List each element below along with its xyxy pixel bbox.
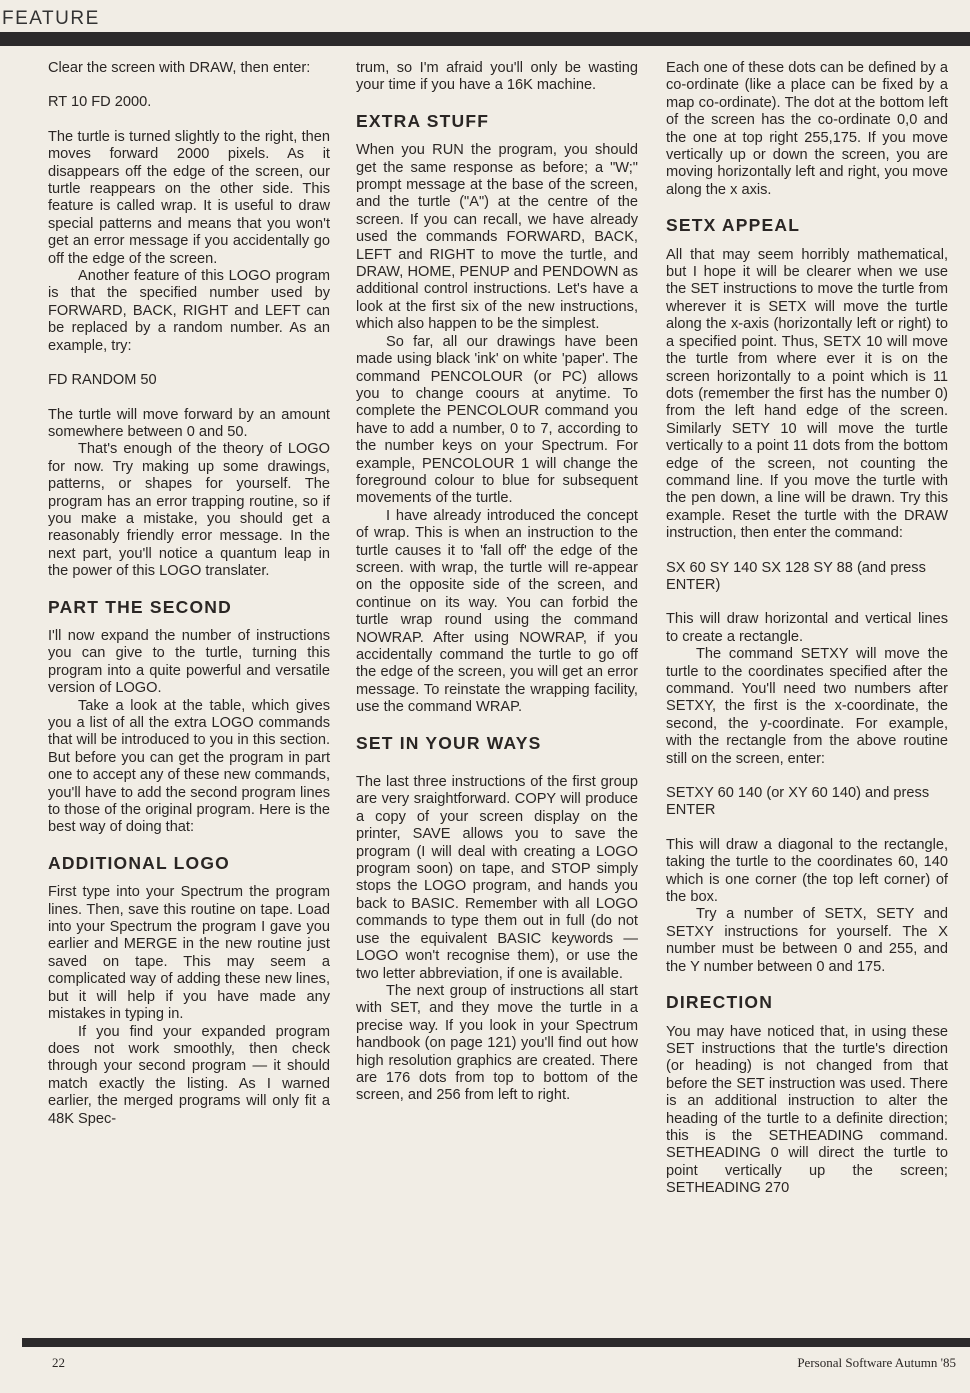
paragraph: The turtle will move forward by an amount somewhere between 0 and 50. <box>48 406 330 440</box>
paragraph: The next group of instructions all start with SET, and they move the turtle in a precise way. If you look in your Spectrum handbook (on page 121) you'll find out how high resolution graphics are created. There are 176 dots from top to bottom of the screen, and 256 from left to right. <box>356 982 638 1104</box>
header-rule <box>34 32 970 46</box>
publication-credit: Personal Software Autumn '85 <box>797 1355 956 1370</box>
paragraph: I'll now expand the number of instructions you can give to the turtle, turning this program into a quite powerful and versatile version of LOGO. <box>48 627 330 697</box>
paragraph: Each one of these dots can be defined by a co-ordinate (like a place can be fixed by a map co-ordinate). The dot at the bottom left of the screen has the co-ordinate 0,0 and the one at top right 255,175. If you move vertically up or down the screen, you are moving horizontally left and right, you move along the x axis. <box>666 60 948 198</box>
paragraph: Try a number of SETX, SETY and SETXY instructions for yourself. The X number must be between 0 and 255, and the Y number between 0 and 175. <box>666 906 948 975</box>
paragraph: This will draw a diagonal to the rectangle, taking the turtle to the coordinates 60, 140 which is one corner (the top left corner) of the box. <box>666 836 948 906</box>
section-label: FEATURE <box>2 8 100 29</box>
section-heading: SETX APPEAL <box>666 215 801 236</box>
code-example: SX 60 SY 140 SX 128 SY 88 (and press ENTER) <box>666 559 926 593</box>
section-heading: ADDITIONAL LOGO <box>48 852 230 873</box>
paragraph: Another feature of this LOGO program is that the specified number used by FORWARD, BACK, RIGHT and LEFT can be replaced by a random number. As an example, try: <box>48 268 330 354</box>
code-example: RT 10 FD 2000. <box>48 94 152 111</box>
column-2 <box>356 60 638 1105</box>
paragraph: The command SETXY will move the turtle to the coordinates specified after the command. You'll need two numbers after SETXY, the first is the x-coordinate, the second, the y-coordinate. For example, with the rectangle from the above routine still on the screen, enter: <box>666 646 948 767</box>
page-number: 22 <box>52 1355 65 1370</box>
paragraph: So far, all our drawings have been made using black 'ink' on white 'paper'. The command PENCOLOUR (or PC) allows you to change coours at anytime. To complete the PENCOLOUR command you have to add a number, 0 to 7, according to the number keys on your Spectrum. For example, PENCOLOUR 1 will change the foreground colour to blue for subsequent movements of the turtle. <box>356 333 638 507</box>
paragraph: I have already introduced the concept of wrap. This is when an instruction to the turtle causes it to 'fall off' the edge of the screen. with wrap, the turtle will re-appear on the opposite side of the screen, and continue on its way. You can forbid the turtle wrap round using the command NOWRAP. After using NOWRAP, if you accidentally command the turtle to go off the edge of the screen, you will get an error message. To reinstate the wrapping facility, use the command WRAP. <box>356 507 638 716</box>
paragraph: trum, so I'm afraid you'll only be wasting your time if you have a 16K machine. <box>356 60 638 94</box>
paragraph: This will draw horizontal and vertical lines to create a rectangle. <box>666 611 948 645</box>
code-example: SETXY 60 140 (or XY 60 140) and press ENTER <box>666 785 930 819</box>
column-3 <box>666 60 948 1198</box>
section-heading: EXTRA STUFF <box>356 110 490 131</box>
section-heading: DIRECTION <box>666 992 774 1013</box>
footer-rule <box>22 1338 970 1347</box>
paragraph: The turtle is turned slightly to the right, then moves forward 2000 pixels. As it disappears off the edge of the screen, our turtle reappears on the other side. This feature is called wrap. It is useful to draw special patterns and means that you won't get an error message if you accidentally go off the edge of the screen. <box>48 128 330 267</box>
code-example: FD RANDOM 50 <box>48 372 157 389</box>
paragraph: All that may seem horribly mathematical, but I hope it will be clearer when we use the SET instructions to move the turtle from wherever it is SETX will move the turtle along the x-axis (horizontally left or right) to a specified point. Thus, SETX 10 will move the turtle from where ever it is on the screen horizontally to a point which is 11 dots (remember the first has the number 0) from the left hand edge of the screen. Similarly SETY 10 will move the turtle vertically to a point 11 dots from the bottom edge of the screen, not counting the command line. If you move the turtle with the pen down, a line will be drawn. Try this example. Reset the turtle with the DRAW instruction, then enter the command: <box>666 246 948 542</box>
header-rule-left <box>0 32 34 46</box>
paragraph: That's enough of the theory of LOGO for now. Try making up some drawings, patterns, or shapes for yourself. The program has an error trapping routine, so if you make a mistake, you should get a reasonably friendly error message. In the next part, you'll notice a quantum leap in the power of this LOGO translater. <box>48 441 330 580</box>
section-heading: PART THE SECOND <box>48 596 232 617</box>
paragraph: Clear the screen with DRAW, then enter: <box>48 60 311 76</box>
paragraph: The last three instructions of the first group are very sraightforward. COPY will produce a copy of your screen display on the printer, SAVE allows you to save the program (I will deal with creating a LOGO program soon) on tape, and STOP simply stops the LOGO program, and hands you back to BASIC. Remember with all LOGO commands to type them out in full (do not use the equivalent BASIC keywords — LOGO won't recognise them), or use the two letter abbreviation, if one is available. <box>356 774 638 982</box>
section-heading: SET IN YOUR WAYS <box>356 732 542 753</box>
paragraph: You may have noticed that, in using these SET instructions that the turtle's direction (or heading) is not changed from that before the SET instruction was used. There is an additional instruction to alter the heading of the turtle to a definite direction; this is the SETHEADING command. SETHEADING 0 will direct the turtle to point vertically up the screen; SETHEADING 270 <box>666 1023 948 1197</box>
paragraph: First type into your Spectrum the program lines. Then, save this routine on tape. Load into your Spectrum the program I gave you earlier and MERGE in the new routine just saved on tape. This may seem a complicated way of adding these new lines, but it will help if you have made any mistakes in typing in. <box>48 884 330 1023</box>
paragraph: When you RUN the program, you should get the same response as before; a "W;" prompt message at the base of the screen, and the turtle ("A") at the centre of the screen. If you can recall, we have already used the commands FORWARD, BACK, LEFT and RIGHT to move the turtle, and DRAW, HOME, PENUP and PENDOWN as additional control instructions. Let's have a look at the first six of the new instructions, which also happen to be the simplest. <box>356 142 638 333</box>
paragraph: Take a look at the table, which gives you a list of all the extra LOGO commands that will be introduced to you in this section. But before you can get the program in part one to accept any of these new commands, you'll have to add the second program lines to those of the original program. Here is the best way of doing that: <box>48 697 330 836</box>
column-1 <box>48 60 330 1128</box>
paragraph: If you find your expanded program does not work smoothly, then check through your second program — it should match exactly the listing. As I warned earlier, the merged programs will only fit a 48K Spec- <box>48 1023 330 1127</box>
